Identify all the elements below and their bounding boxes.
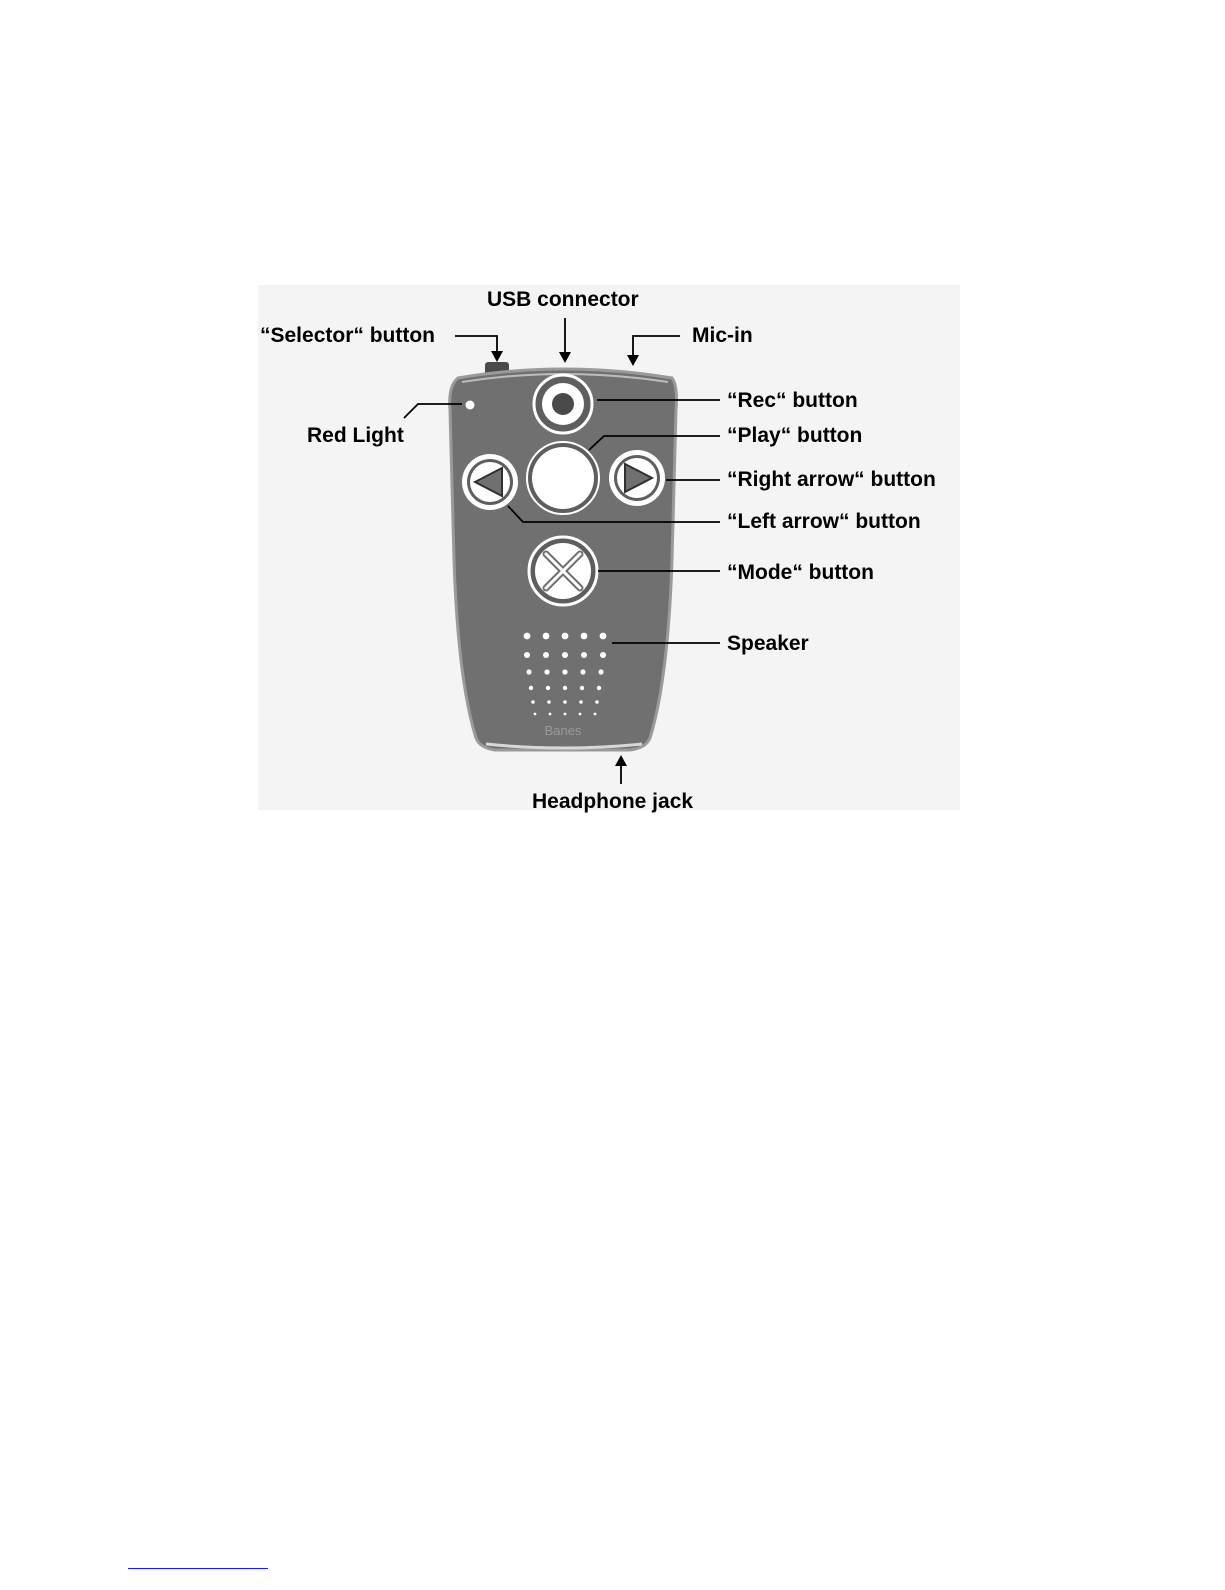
left-arrow-button-shape <box>462 454 518 510</box>
speaker-hole <box>531 700 535 704</box>
brand-logo-text: Banes <box>544 723 582 738</box>
speaker-hole <box>546 686 550 690</box>
speaker-hole <box>594 713 597 716</box>
label-speaker: Speaker <box>727 632 809 655</box>
speaker-hole <box>600 633 607 640</box>
speaker-hole <box>562 633 569 640</box>
speaker-hole <box>563 686 567 690</box>
speaker-hole <box>579 713 582 716</box>
label-mode-button: “Mode“ button <box>727 561 874 584</box>
speaker-hole <box>598 669 603 674</box>
label-selector-button: “Selector“ button <box>260 324 436 347</box>
label-red-light: Red Light <box>307 424 404 447</box>
speaker-hole <box>580 686 584 690</box>
speaker-hole <box>529 686 533 690</box>
footnote-rule <box>128 1568 268 1569</box>
speaker-hole <box>595 700 599 704</box>
label-headphone-jack: Headphone jack <box>532 790 694 813</box>
speaker-hole <box>562 669 567 674</box>
label-usb-connector: USB connector <box>487 288 639 311</box>
speaker-hole <box>564 713 567 716</box>
label-mic-in: Mic-in <box>692 324 753 347</box>
label-right-arrow-button: “Right arrow“ button <box>727 468 936 491</box>
play-button-shape <box>527 442 599 514</box>
speaker-hole <box>600 652 606 658</box>
speaker-hole <box>524 633 531 640</box>
speaker-hole <box>579 700 583 704</box>
speaker-hole <box>534 713 537 716</box>
speaker-hole <box>544 669 549 674</box>
mode-button-shape <box>529 537 597 605</box>
red-light-icon <box>466 401 475 410</box>
label-left-arrow-button: “Left arrow“ button <box>727 510 921 533</box>
speaker-hole <box>562 652 568 658</box>
speaker-hole <box>580 669 585 674</box>
speaker-hole <box>543 633 550 640</box>
label-play-button: “Play“ button <box>727 424 863 447</box>
speaker-hole <box>597 686 601 690</box>
speaker-hole <box>581 633 588 640</box>
speaker-hole <box>526 669 531 674</box>
speaker-hole <box>549 713 552 716</box>
speaker-hole <box>563 700 567 704</box>
speaker-hole <box>581 652 587 658</box>
right-arrow-button-shape <box>609 450 665 506</box>
speaker-hole <box>543 652 549 658</box>
label-rec-button: “Rec“ button <box>727 389 858 412</box>
rec-button-shape <box>534 375 592 433</box>
speaker-hole <box>524 652 530 658</box>
speaker-hole <box>547 700 551 704</box>
